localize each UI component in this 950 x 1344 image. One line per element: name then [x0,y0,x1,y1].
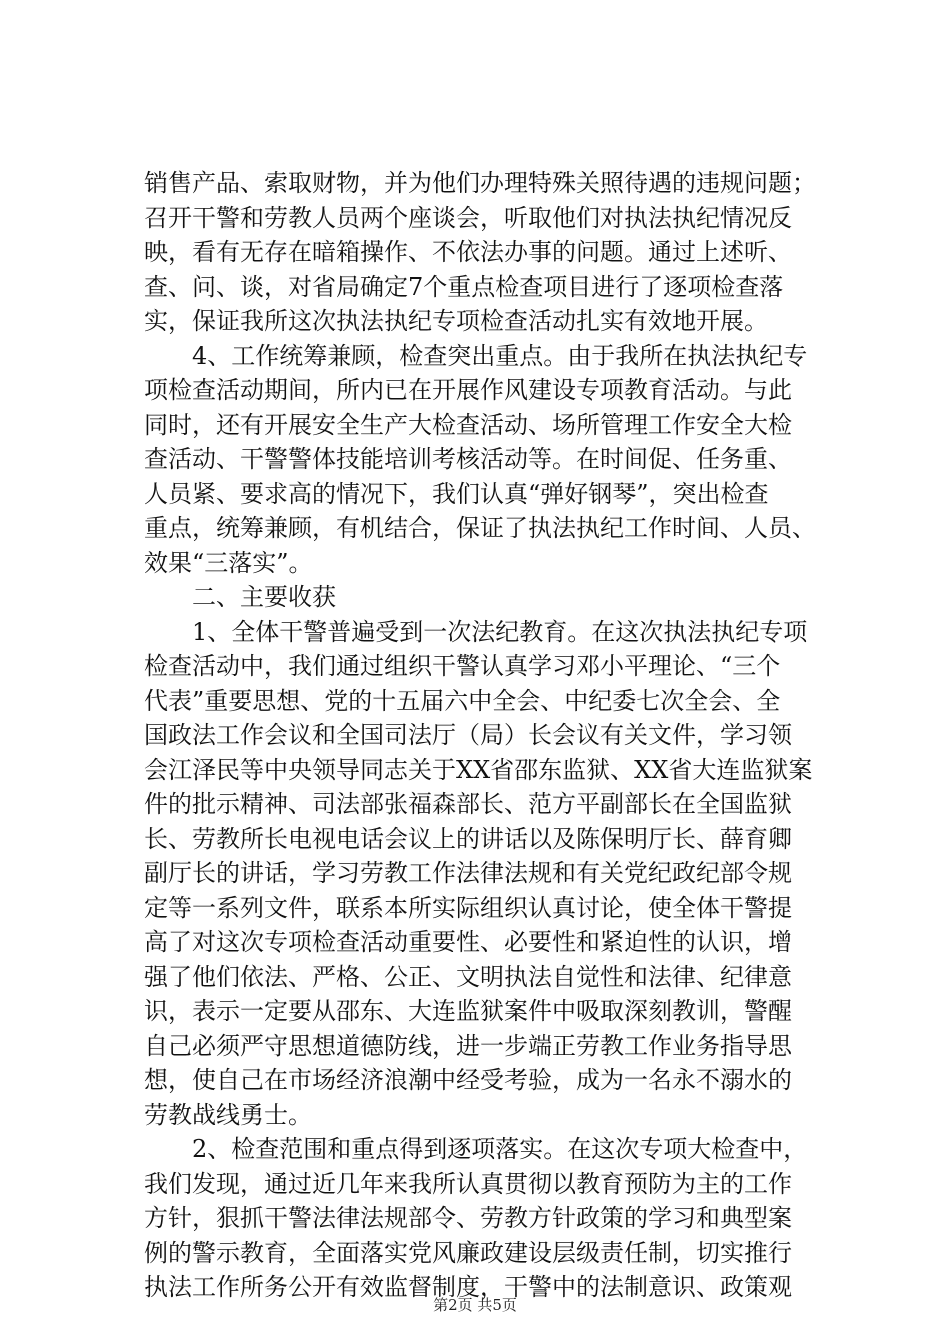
text-line: 会江泽民等中央领导同志关于XX省邵东监狱、XX省大连监狱案 [144,755,813,784]
page-indicator: 第2页 共5页 [433,1296,517,1314]
text-line: 强了他们依法、严格、公正、文明执法自觉性和法律、纪律意 [144,962,792,991]
text-line: 实，保证我所这次执法执纪专项检查活动扎实有效地开展。 [144,307,768,335]
text-line: 我们发现，通过近几年来我所认真贯彻以教育预防为主的工作 [144,1169,792,1198]
text-line: 召开干警和劳教人员两个座谈会，听取他们对执法执纪情况反 [144,203,792,232]
text-line: 查活动、干警警体技能培训考核活动等。在时间促、任务重、 [144,445,792,473]
text-line: 代表”重要思想、党的十五届六中全会、中纪委七次全会、全 [144,686,781,715]
text-line: 1、全体干警普遍受到一次法纪教育。在这次执法执纪专项 [192,617,808,646]
text-line: 项检查活动期间，所内已在开展作风建设专项教育活动。与此 [144,376,792,404]
text-line: 映，看有无存在暗箱操作、不依法办事的问题。通过上述听、 [144,238,792,266]
body-text [144,166,820,1305]
text-line: 想，使自己在市场经济浪潮中经受考验，成为一名永不溺水的 [144,1066,792,1094]
text-line: 方针，狠抓干警法律法规部令、劳教方针政策的学习和典型案 [144,1204,792,1232]
text-line: 人员紧、要求高的情况下，我们认真“弹好钢琴”，突出检查 [144,479,769,508]
text-line: 例的警示教育，全面落实党风廉政建设层级责任制，切实推行 [144,1238,792,1267]
text-line: 执法工作所务公开有效监督制度，干警中的法制意识、政策观 [144,1273,792,1301]
text-line: 重点，统筹兼顾，有机结合，保证了执法执纪工作时间、人员、 [144,514,816,542]
text-line: 自己必须严守思想道德防线，进一步端正劳教工作业务指导思 [144,1031,792,1060]
text-line: 劳教战线勇士。 [144,1100,312,1129]
section-heading: 二、主要收获 [192,583,336,611]
text-line: 检查活动中，我们通过组织干警认真学习邓小平理论、“三个 [144,652,781,680]
text-line: 长、劳教所长电视电话会议上的讲话以及陈保明厅长、薛育卿 [144,824,792,853]
text-line: 件的批示精神、司法部张福森部长、范方平副部长在全国监狱 [144,790,792,818]
text-line: 识，表示一定要从邵东、大连监狱案件中吸取深刻教训，警醒 [144,997,792,1025]
text-line: 查、问、谈，对省局确定7个重点检查项目进行了逐项检查落 [144,272,784,301]
text-line: 销售产品、索取财物，并为他们办理特殊关照待遇的违规问题； [144,169,816,197]
text-line: 同时，还有开展安全生产大检查活动、场所管理工作安全大检 [144,410,792,439]
text-line: 效果“三落实”。 [144,548,313,577]
text-line: 2、检查范围和重点得到逐项落实。在这次专项大检查中， [192,1135,808,1163]
text-line: 4、工作统筹兼顾，检查突出重点。由于我所在执法执纪专 [192,341,808,370]
text-line: 国政法工作会议和全国司法厅（局）长会议有关文件，学习领 [144,721,792,749]
text-line: 定等一系列文件，联系本所实际组织认真讨论，使全体干警提 [144,893,792,922]
page-footer [0,1296,950,1314]
text-line: 高了对这次专项检查活动重要性、必要性和紧迫性的认识，增 [144,928,792,956]
text-line: 副厅长的讲话，学习劳教工作法律法规和有关党纪政纪部令规 [144,859,792,887]
